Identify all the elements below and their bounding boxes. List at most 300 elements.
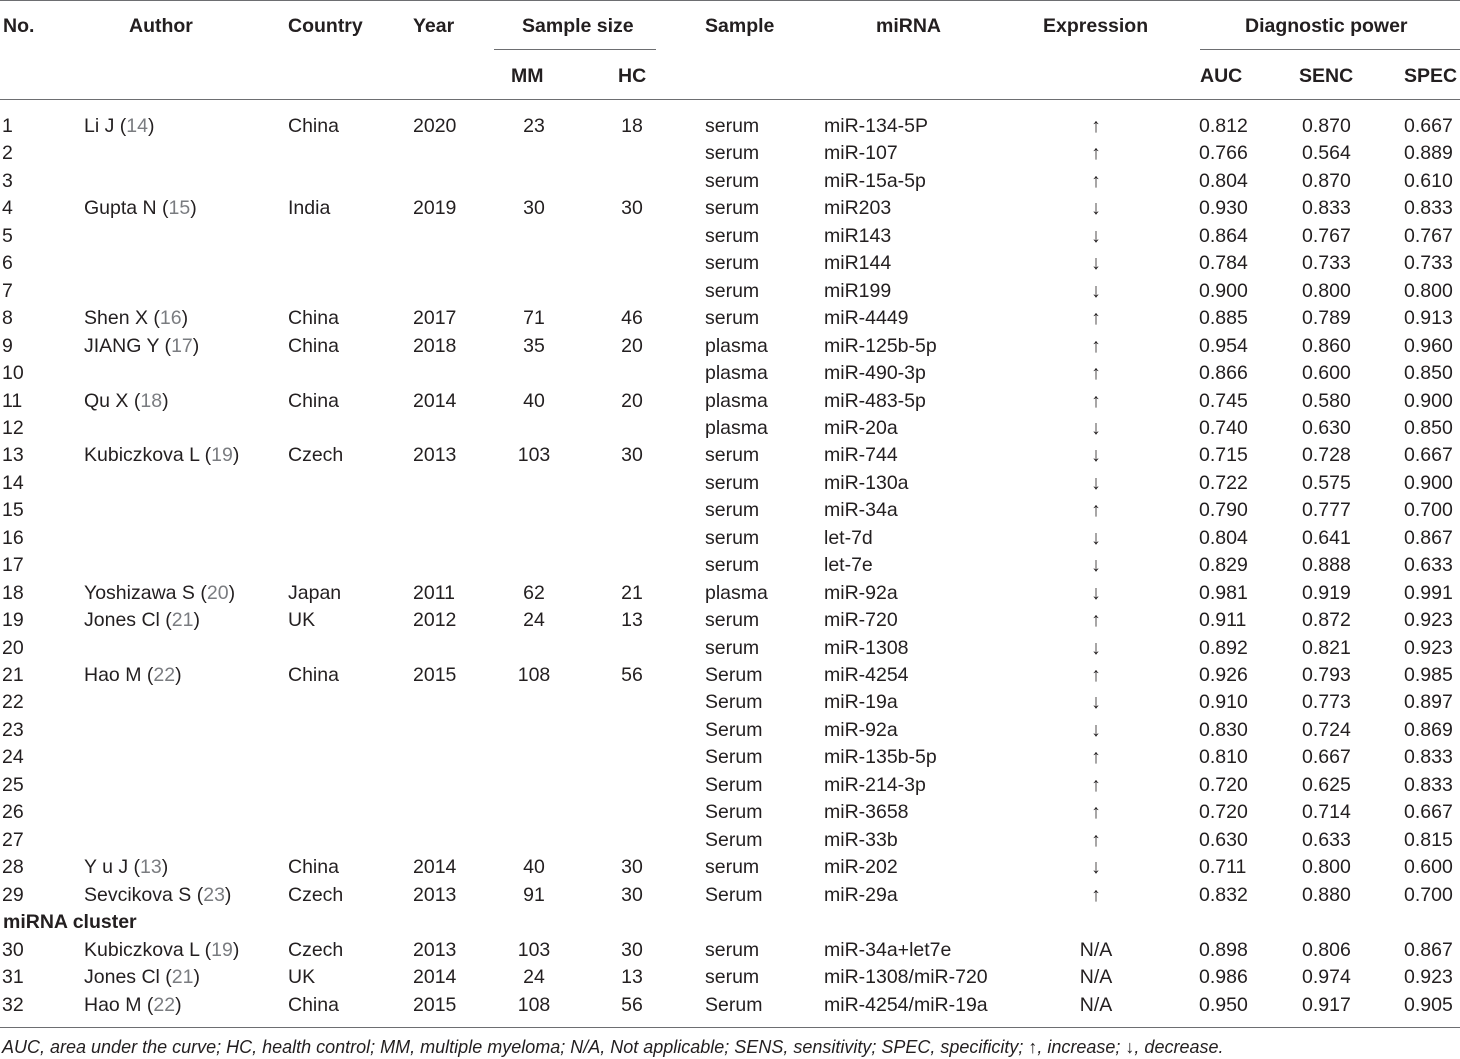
cell-senc: 0.888 [1302, 554, 1351, 577]
cell-no: 20 [2, 636, 24, 659]
cell-mirna: miR-20a [824, 416, 898, 439]
cell-expr: ↓ [1091, 416, 1101, 439]
author-name: Hao M ( [84, 993, 154, 1016]
reference-link[interactable]: 13 [140, 856, 162, 879]
cell-author [84, 390, 169, 413]
cell-expr: ↑ [1091, 115, 1101, 137]
author-name: Hao M ( [84, 664, 154, 686]
cell-spec: 0.991 [1404, 581, 1453, 604]
cell-spec: 0.897 [1404, 691, 1453, 714]
cell-expr: ↑ [1091, 828, 1101, 851]
cell-senc: 0.777 [1302, 499, 1351, 522]
cell-auc: 0.950 [1199, 993, 1248, 1016]
cell-auc: 0.722 [1199, 471, 1248, 494]
cell-mirna: miR199 [824, 279, 892, 302]
reference-link[interactable]: 20 [206, 581, 229, 604]
cell-mirna: miR-29a [824, 883, 898, 906]
cell-expr: ↓ [1091, 554, 1101, 577]
cell-year: 2019 [413, 197, 457, 220]
cell-sample: Serum [705, 993, 763, 1016]
cell-sample: Serum [705, 828, 763, 851]
author-name: Sevcikova S ( [84, 883, 204, 906]
cell-auc: 0.930 [1199, 197, 1248, 220]
cell-mm: 103 [517, 444, 551, 467]
reference-link[interactable]: 17 [171, 334, 193, 357]
cell-mm: 24 [523, 966, 545, 989]
reference-close-paren: ) [228, 581, 236, 604]
cell-expr: ↓ [1091, 691, 1101, 714]
cell-mirna: miR-92a [824, 718, 898, 741]
cell-hc: 20 [621, 334, 643, 357]
cell-country: Japan [288, 581, 342, 604]
reference-link[interactable]: 22 [153, 993, 176, 1016]
cell-mm: 23 [523, 115, 545, 137]
author-name: Yoshizawa S ( [84, 581, 207, 604]
cell-sample: Serum [705, 718, 763, 741]
cell-author [84, 884, 231, 907]
cell-spec: 0.923 [1404, 966, 1453, 989]
cell-sample: serum [705, 169, 760, 192]
cell-auc: 0.866 [1199, 362, 1248, 385]
cell-expr: ↓ [1091, 471, 1101, 494]
cell-auc: 0.630 [1199, 828, 1248, 851]
author-name: Y u J ( [84, 856, 140, 879]
cell-no: 11 [2, 389, 23, 412]
cell-sample: Serum [705, 773, 763, 796]
author-name: Kubiczkova L ( [84, 939, 212, 961]
cell-mirna: miR-4254/miR-19a [824, 993, 988, 1016]
cell-hc: 18 [621, 115, 643, 137]
cell-no: 15 [2, 499, 24, 522]
cell-sample: serum [705, 499, 760, 522]
cell-country: China [288, 389, 339, 412]
cell-expr: ↑ [1091, 499, 1101, 522]
cell-author [84, 115, 154, 138]
cell-mirna: miR-483-5p [824, 389, 926, 412]
cell-no: 29 [2, 883, 24, 906]
cell-senc: 0.575 [1302, 471, 1351, 494]
cell-auc: 0.981 [1199, 581, 1248, 604]
cell-senc: 0.872 [1302, 609, 1351, 632]
cell-senc: 0.714 [1302, 801, 1351, 824]
cell-senc: 0.767 [1302, 224, 1351, 247]
cell-spec: 0.869 [1404, 718, 1453, 741]
cell-sample: plasma [705, 581, 768, 604]
cell-country: India [288, 197, 331, 220]
cell-no: 9 [2, 334, 13, 357]
cell-senc: 0.580 [1302, 389, 1351, 412]
cell-sample: serum [705, 966, 760, 989]
cell-senc: 0.870 [1302, 169, 1351, 192]
cell-sample: serum [705, 224, 760, 247]
author-name: JIANG Y ( [84, 334, 172, 357]
cell-mirna: miR-4449 [824, 307, 909, 330]
cell-sample: serum [705, 856, 760, 879]
cell-mirna: miR-34a [824, 499, 898, 522]
cell-mirna: miR144 [824, 252, 892, 275]
cell-no: 4 [2, 197, 13, 220]
cell-auc: 0.740 [1199, 416, 1248, 439]
header-senc: SENC [1299, 65, 1354, 87]
cell-auc: 0.812 [1199, 115, 1248, 137]
cell-spec: 0.900 [1404, 471, 1453, 494]
reference-close-paren: ) [232, 444, 240, 467]
cell-senc: 0.600 [1302, 362, 1351, 385]
reference-link[interactable]: 22 [153, 664, 176, 686]
author-name: Li J ( [84, 115, 127, 137]
cell-auc: 0.986 [1199, 966, 1248, 989]
cell-author [84, 856, 168, 879]
reference-close-paren: ) [181, 307, 189, 330]
cell-auc: 0.715 [1199, 444, 1248, 467]
cell-sample: plasma [705, 416, 768, 439]
cell-country: Czech [288, 444, 344, 467]
cell-no: 6 [2, 252, 13, 275]
cell-mirna: let-7e [824, 554, 873, 577]
cell-no: 14 [2, 471, 24, 494]
cell-sample: serum [705, 554, 760, 577]
cell-country: Czech [288, 883, 344, 906]
cell-senc: 0.724 [1302, 718, 1351, 741]
reference-link[interactable]: 21 [171, 609, 194, 632]
cell-auc: 0.790 [1199, 499, 1248, 522]
reference-link[interactable]: 19 [211, 444, 233, 467]
cell-no: 3 [2, 169, 13, 192]
cell-expr: ↓ [1091, 197, 1101, 220]
cell-senc: 0.667 [1302, 746, 1351, 769]
cell-expr: ↑ [1091, 609, 1101, 632]
cell-expr: ↑ [1091, 307, 1101, 330]
cell-spec: 0.867 [1404, 526, 1453, 549]
cell-mm: 35 [523, 334, 545, 357]
cell-country: UK [288, 609, 316, 632]
cell-no: 7 [2, 279, 13, 302]
sample-size-underline [494, 49, 656, 50]
cell-expr: ↓ [1091, 856, 1101, 879]
cell-spec: 0.850 [1404, 362, 1453, 385]
cell-expr: ↓ [1091, 636, 1101, 659]
cell-spec: 0.633 [1404, 554, 1453, 577]
cell-auc: 0.885 [1199, 307, 1248, 330]
cell-mirna: miR-4254 [824, 664, 909, 686]
cell-senc: 0.625 [1302, 773, 1351, 796]
cell-author [84, 664, 182, 687]
header-spec: SPEC [1404, 65, 1458, 87]
cell-no: 12 [2, 416, 24, 439]
cell-mm: 62 [523, 581, 545, 604]
reference-close-paren: ) [161, 856, 169, 879]
cell-hc: 20 [621, 389, 643, 412]
cell-mirna: let-7d [824, 526, 873, 549]
cell-mirna: miR-125b-5p [824, 334, 937, 357]
cell-senc: 0.919 [1302, 581, 1351, 604]
cell-spec: 0.960 [1404, 334, 1453, 357]
cell-author [84, 582, 235, 605]
cell-sample: plasma [705, 389, 768, 412]
cell-sample: plasma [705, 362, 768, 385]
cell-sample: Serum [705, 664, 763, 686]
cell-spec: 0.667 [1404, 444, 1453, 467]
cell-hc: 30 [621, 197, 643, 220]
cell-year: 2014 [413, 856, 457, 879]
cell-senc: 0.728 [1302, 444, 1351, 467]
cell-year: 2012 [413, 609, 457, 632]
cell-expr: ↓ [1091, 526, 1101, 549]
cell-sample: Serum [705, 691, 763, 714]
cell-expr: ↑ [1091, 334, 1101, 357]
cell-spec: 0.833 [1404, 746, 1453, 769]
cell-no: 26 [2, 801, 24, 824]
header-mirna: miRNA [876, 15, 942, 37]
cell-spec: 0.667 [1404, 801, 1453, 824]
cell-senc: 0.870 [1302, 115, 1351, 137]
cell-expr: N/A [1079, 966, 1113, 989]
cell-auc: 0.900 [1199, 279, 1248, 302]
cell-senc: 0.630 [1302, 416, 1351, 439]
cell-no: 28 [2, 856, 24, 879]
cell-mirna: miR143 [824, 224, 892, 247]
cell-year: 2013 [413, 444, 457, 467]
cell-senc: 0.793 [1302, 664, 1351, 686]
author-name: Jones Cl ( [84, 609, 172, 632]
cell-sample: serum [705, 609, 760, 632]
cell-year: 2014 [413, 966, 457, 989]
cell-sample: serum [705, 197, 760, 220]
cell-no: 18 [2, 581, 24, 604]
cell-country: China [288, 993, 339, 1016]
header-hc: HC [618, 65, 647, 87]
cell-senc: 0.633 [1302, 828, 1351, 851]
table-footnote: AUC, area under the curve; HC, health control; MM, multiple myeloma; N/A, Not applicable; SENS, sensitivity; SPEC, specificity; ↑, increase; ↓, decrease. [2, 1037, 1224, 1057]
cell-senc: 0.860 [1302, 334, 1351, 357]
reference-close-paren: ) [175, 993, 182, 1016]
cell-expr: ↑ [1091, 883, 1101, 906]
cell-expr: ↓ [1091, 224, 1101, 247]
reference-close-paren: ) [193, 609, 200, 632]
cell-sample: serum [705, 526, 760, 549]
cell-no: 22 [2, 691, 24, 714]
cell-spec: 0.985 [1404, 664, 1453, 686]
reference-link[interactable]: 16 [159, 307, 182, 330]
cell-sample: serum [705, 636, 760, 659]
cell-spec: 0.833 [1404, 197, 1453, 220]
table-bottom-rule [0, 1027, 1460, 1028]
cell-expr: ↓ [1091, 718, 1101, 741]
cell-auc: 0.926 [1199, 664, 1248, 686]
cell-spec: 0.667 [1404, 115, 1453, 137]
header-no: No. [3, 15, 35, 37]
cell-auc: 0.898 [1199, 939, 1248, 961]
cell-auc: 0.954 [1199, 334, 1248, 357]
cell-spec: 0.800 [1404, 279, 1453, 302]
cell-year: 2017 [413, 307, 457, 330]
author-name: Qu X ( [84, 389, 141, 412]
cell-mirna: miR-135b-5p [824, 746, 937, 769]
reference-link[interactable]: 14 [126, 115, 148, 137]
cell-expr: ↑ [1091, 746, 1101, 769]
cell-no: 24 [2, 746, 24, 769]
cell-sample: serum [705, 115, 760, 137]
author-name: Shen X ( [84, 307, 160, 330]
cell-mm: 40 [523, 389, 545, 412]
cell-expr: N/A [1079, 939, 1113, 961]
cell-mirna: miR-744 [824, 444, 898, 467]
cell-senc: 0.789 [1302, 307, 1351, 330]
cell-expr: ↓ [1091, 444, 1101, 467]
cell-country: China [288, 856, 339, 879]
cell-auc: 0.720 [1199, 773, 1248, 796]
cell-year: 2014 [413, 389, 457, 412]
cell-senc: 0.880 [1302, 883, 1351, 906]
reference-close-paren: ) [190, 197, 197, 220]
cell-mm: 91 [523, 883, 545, 906]
cell-mm: 108 [517, 993, 551, 1016]
cell-spec: 0.600 [1404, 856, 1453, 879]
cell-country: China [288, 664, 339, 686]
diagnostic-power-underline [1200, 49, 1460, 50]
cell-no: 16 [2, 526, 24, 549]
cell-mirna: miR-15a-5p [824, 169, 926, 192]
cell-hc: 56 [621, 664, 643, 686]
cell-auc: 0.810 [1199, 746, 1248, 769]
cell-expr: ↑ [1091, 664, 1101, 686]
cell-year: 2013 [413, 939, 457, 961]
cell-mm: 71 [523, 307, 545, 330]
cell-year: 2011 [413, 581, 455, 604]
cell-no: 31 [2, 966, 24, 989]
cell-author [84, 966, 200, 989]
cell-sample: serum [705, 471, 760, 494]
cell-author [84, 444, 239, 467]
cell-country: China [288, 115, 339, 137]
cell-no: 32 [2, 993, 24, 1016]
cell-no: 13 [2, 444, 24, 467]
cell-no: 30 [2, 939, 24, 961]
reference-link[interactable]: 19 [211, 939, 233, 961]
cell-year: 2013 [413, 883, 457, 906]
cell-spec: 0.889 [1404, 142, 1453, 165]
cell-hc: 21 [621, 581, 643, 604]
cell-author [84, 197, 197, 220]
cell-mirna: miR-214-3p [824, 773, 926, 796]
cell-auc: 0.864 [1199, 224, 1248, 247]
cell-mirna: miR-130a [824, 471, 909, 494]
cell-spec: 0.815 [1404, 828, 1453, 851]
cell-mirna: miR-202 [824, 856, 898, 879]
cell-country: UK [288, 966, 316, 989]
reference-link[interactable]: 21 [171, 966, 194, 989]
cell-sample: Serum [705, 883, 763, 906]
cell-sample: serum [705, 142, 760, 165]
reference-link[interactable]: 15 [168, 197, 191, 220]
cell-mirna: miR-1308 [824, 636, 909, 659]
cell-expr: ↓ [1091, 252, 1101, 275]
cell-auc: 0.910 [1199, 691, 1248, 714]
cell-sample: Serum [705, 801, 763, 824]
header-country: Country [288, 15, 363, 37]
cell-sample: plasma [705, 334, 768, 357]
header-year: Year [413, 15, 455, 37]
cell-expr: ↓ [1091, 581, 1101, 604]
cell-mirna: miR-720 [824, 609, 898, 632]
cell-spec: 0.867 [1404, 939, 1453, 961]
cell-mirna: miR-1308/miR-720 [824, 966, 988, 989]
cell-expr: ↑ [1091, 169, 1101, 192]
cell-spec: 0.833 [1404, 773, 1453, 796]
cell-expr: ↑ [1091, 773, 1101, 796]
cell-spec: 0.850 [1404, 416, 1453, 439]
cell-senc: 0.806 [1302, 939, 1351, 961]
cell-auc: 0.832 [1199, 883, 1248, 906]
cell-no: 10 [2, 362, 24, 385]
cell-hc: 56 [621, 993, 643, 1016]
cell-spec: 0.610 [1404, 169, 1453, 192]
author-name: Kubiczkova L ( [84, 444, 212, 467]
author-name: Jones Cl ( [84, 966, 172, 989]
cell-mirna: miR-92a [824, 581, 898, 604]
cell-expr: N/A [1079, 993, 1113, 1016]
header-sample: Sample [705, 15, 775, 37]
cell-no: 21 [2, 664, 24, 686]
cell-expr: ↑ [1091, 142, 1101, 165]
cell-no: 1 [2, 115, 13, 137]
cell-senc: 0.773 [1302, 691, 1351, 714]
reference-close-paren: ) [193, 966, 200, 989]
cell-mirna: miR-107 [824, 142, 898, 165]
cell-mirna: miR203 [824, 197, 892, 220]
cell-senc: 0.641 [1302, 526, 1351, 549]
header-bottom-rule [0, 99, 1460, 100]
cell-no: 2 [2, 142, 13, 165]
cell-auc: 0.829 [1199, 554, 1248, 577]
cell-spec: 0.767 [1404, 224, 1453, 247]
cell-spec: 0.905 [1404, 993, 1453, 1016]
cell-mm: 24 [523, 609, 545, 632]
cell-author [84, 994, 182, 1017]
reference-link[interactable]: 18 [140, 389, 163, 412]
cell-author [84, 939, 239, 962]
reference-close-paren: ) [175, 664, 182, 686]
reference-close-paren: ) [232, 939, 240, 961]
cell-auc: 0.830 [1199, 718, 1248, 741]
reference-link[interactable]: 23 [203, 883, 225, 906]
cell-hc: 30 [621, 939, 643, 961]
cell-mm: 30 [523, 197, 545, 220]
cell-country: China [288, 334, 339, 357]
cell-mirna: miR-134-5P [824, 115, 929, 137]
header-expression: Expression [1043, 15, 1149, 37]
cell-auc: 0.766 [1199, 142, 1248, 165]
cell-no: 5 [2, 224, 13, 247]
cell-sample: serum [705, 939, 760, 961]
cell-senc: 0.564 [1302, 142, 1351, 165]
header-author: Author [129, 15, 193, 37]
cell-spec: 0.913 [1404, 307, 1453, 330]
cell-spec: 0.900 [1404, 389, 1453, 412]
cell-auc: 0.784 [1199, 252, 1248, 275]
reference-close-paren: ) [147, 115, 155, 137]
header-diagnostic-power: Diagnostic power [1245, 15, 1408, 37]
cell-auc: 0.711 [1199, 856, 1247, 879]
cell-mirna: miR-33b [824, 828, 898, 851]
cell-hc: 46 [621, 307, 643, 330]
cell-year: 2015 [413, 664, 457, 686]
cell-expr: ↑ [1091, 389, 1101, 412]
cell-senc: 0.733 [1302, 252, 1351, 275]
cell-author [84, 609, 200, 632]
cell-auc: 0.911 [1199, 609, 1247, 632]
cell-auc: 0.804 [1199, 526, 1248, 549]
